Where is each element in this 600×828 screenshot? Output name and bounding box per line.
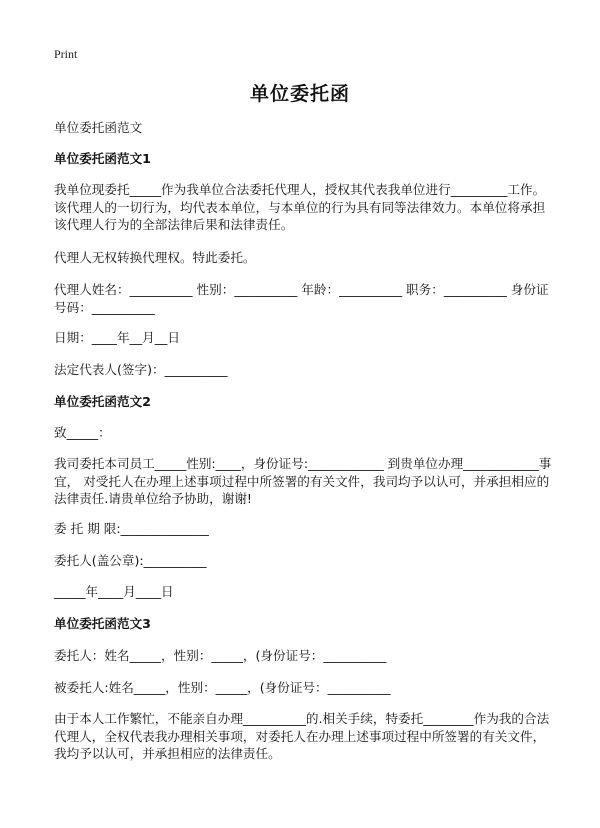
section-1-signature: 法定代表人(签字)：__________ bbox=[54, 362, 228, 377]
section-2-salutation: 致_____： bbox=[54, 425, 111, 440]
section-3-heading: 单位委托函范文3 bbox=[54, 616, 151, 631]
intro-text: 单位委托函范文 bbox=[54, 120, 143, 135]
section-3-paragraph: 由于本人工作繁忙，不能亲自办理__________的.相关手续，特委托________作为我的合法代理人，全权代表我办理相关事项，对委托人在办理上述事项过程中所签署的有关文件，我均予以认可，并承担相应的法律责任。 bbox=[54, 711, 550, 761]
document-title: 单位委托函 bbox=[249, 83, 350, 105]
section-1-heading: 单位委托函范文1 bbox=[54, 151, 151, 166]
section-2-date: _____年____月____日 bbox=[54, 584, 174, 599]
section-2-paragraph: 我司委托本司员工_____性别:____，身份证号:____________ 到贵单位办理____________事宜， 对受托人在办理上述事项过程中所签署的有关文件，我司均予以认可，并承担相应的法律责任.请贵单位给予协助，谢谢! bbox=[54, 456, 552, 506]
section-1-line-2: 代理人无权转换代理权。特此委托。 bbox=[54, 250, 256, 265]
print-link[interactable]: Print bbox=[54, 47, 78, 61]
section-2-principal: 委托人(盖公章):__________ bbox=[54, 553, 207, 568]
section-1-paragraph: 我单位现委托_____作为我单位合法委托代理人，授权其代表我单位进行_________工作。该代理人的一切行为，均代表本单位，与本单位的行为具有同等法律效力。本单位将承担该代理人行为的全部法律后果和法律责任。 bbox=[54, 182, 546, 232]
section-2-term: 委 托 期 限:______________ bbox=[54, 521, 209, 536]
section-3-agent: 被委托人:姓名_____，性别：_____，(身份证号：__________ bbox=[54, 680, 391, 695]
section-1-date: 日期：____年__月__日 bbox=[54, 330, 180, 345]
section-1-agent-fields: 代理人姓名：__________ 性别：__________ 年龄：__________ 职务：__________ 身份证号码：__________ bbox=[54, 282, 549, 315]
section-3-principal: 委托人：姓名_____，性别：_____，(身份证号：__________ bbox=[54, 648, 387, 663]
section-2-heading: 单位委托函范文2 bbox=[54, 394, 151, 409]
